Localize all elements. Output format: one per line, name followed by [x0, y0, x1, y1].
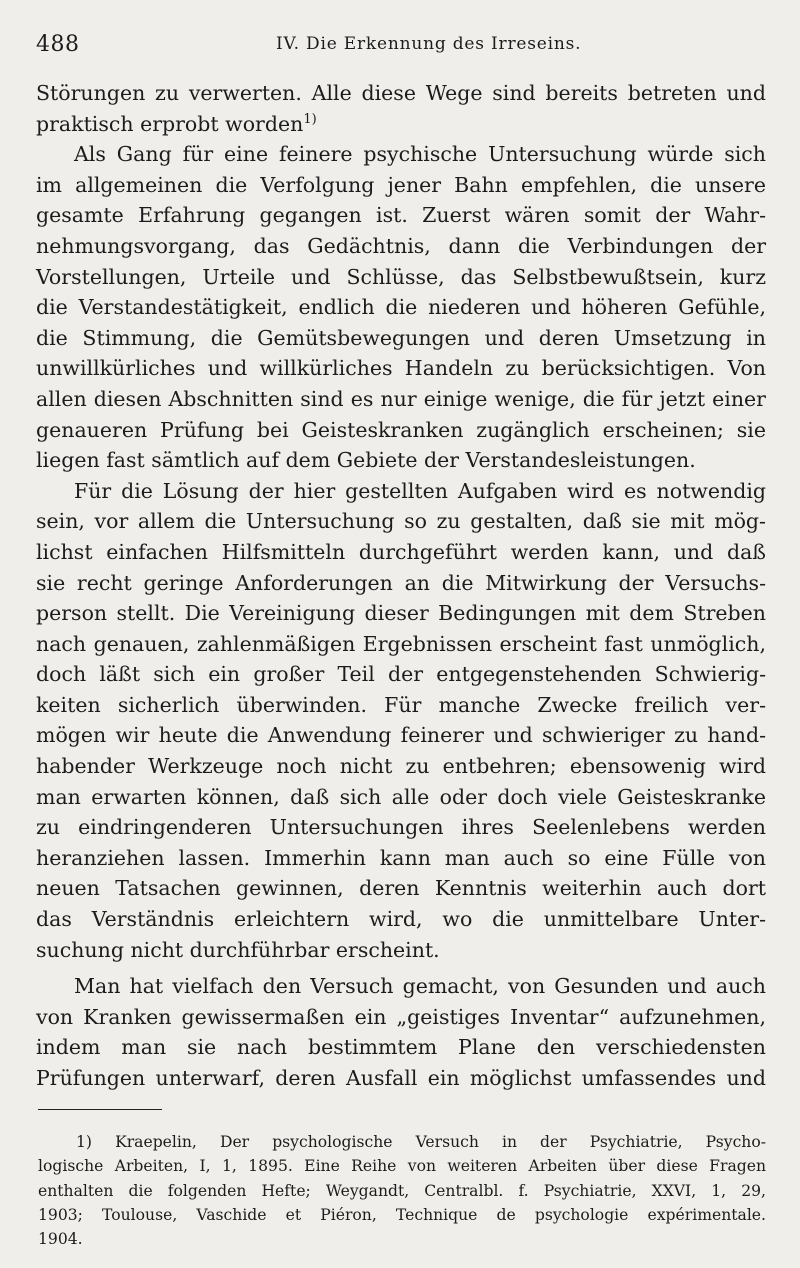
- text-line: gesamte Erfahrung gegangen ist. Zuerst wären somit der Wahr-: [36, 203, 766, 228]
- footnote-number: 1): [303, 111, 317, 127]
- text-line: im allgemeinen die Verfolgung jener Bahn empfehlen, die unsere: [36, 172, 766, 197]
- text-line: habender Werkzeuge noch nicht zu entbehren; ebensowenig wird: [36, 754, 766, 779]
- text-line: mögen wir heute die Anwendung feinerer und schwieriger zu hand-: [36, 723, 766, 748]
- text-line: genaueren Prüfung bei Geisteskranken zugänglich erscheinen; sie: [36, 417, 766, 442]
- footnote-line: 1) Kraepelin, Der psychologische Versuch in der Psychiatrie, Psycho-: [76, 1133, 766, 1151]
- text-line: von Kranken gewissermaßen ein „geistiges Inventar“ aufzunehmen,: [36, 1004, 766, 1029]
- text-line-content: praktisch erprobt worden: [36, 111, 304, 136]
- text-line: nach genauen, zahlenmäßigen Ergebnissen erscheint fast unmöglich,: [36, 631, 766, 656]
- text-line: lichst einfachen Hilfsmitteln durchgeführt werden kann, und daß: [36, 539, 766, 564]
- text-line: die Stimmung, die Gemütsbewegungen und deren Umsetzung in: [36, 325, 766, 350]
- text-line: neuen Tatsachen gewinnen, deren Kenntnis weiterhin auch dort: [36, 876, 766, 901]
- footnote-line: logische Arbeiten, I, 1, 1895. Eine Reihe von weiteren Arbeiten über diese Fragen: [38, 1157, 766, 1176]
- text-line: Störungen zu verwerten. Alle diese Wege sind bereits betreten und: [36, 81, 766, 105]
- paragraph-start-line: Man hat vielfach den Versuch gemacht, von Gesunden und auch: [74, 974, 766, 999]
- text-line: Prüfungen unterwarf, deren Ausfall ein möglichst umfassendes und: [36, 1066, 766, 1090]
- text-line: doch läßt sich ein großer Teil der entgegenstehenden Schwierig-: [36, 662, 766, 687]
- text-line: [36, 109, 766, 140]
- text-line: sein, vor allem die Untersuchung so zu gestalten, daß sie mit mög-: [36, 509, 766, 534]
- text-line: unwillkürliches und willkürliches Handeln zu berücksichtigen. Von: [36, 356, 766, 381]
- text-line: das Verständnis erleichtern wird, wo die unmittelbare Unter-: [36, 907, 766, 932]
- text-line: die Verstandestätigkeit, endlich die niederen und höheren Gefühle,: [36, 295, 766, 320]
- footnote-line: enthalten die folgenden Hefte; Weygandt, Centralbl. f. Psychiatrie, XXVI, 1, 29,: [38, 1181, 766, 1200]
- footnote-divider: [38, 1109, 162, 1110]
- text-line: Vorstellungen, Urteile und Schlüsse, das Selbstbewußtsein, kurz: [36, 264, 766, 289]
- text-line: allen diesen Abschnitten sind es nur einige wenige, die für jetzt einer: [36, 386, 766, 411]
- text-line: sie recht geringe Anforderungen an die Mitwirkung der Versuchs-: [36, 570, 766, 595]
- footnote-line: 1904.: [38, 1230, 83, 1249]
- text-line: person stellt. Die Vereinigung dieser Bedingungen mit dem Streben: [36, 601, 766, 626]
- text-line: zu eindringenderen Untersuchungen ihres Seelenlebens werden: [36, 815, 766, 840]
- text-line: indem man sie nach bestimmtem Plane den verschiedensten: [36, 1035, 766, 1060]
- paragraph-start-line: Als Gang für eine feinere psychische Untersuchung würde sich: [74, 142, 766, 167]
- footnotes: [38, 1130, 766, 1251]
- body-text: [36, 78, 766, 1094]
- text-line: man erwarten können, daß sich alle oder doch viele Geisteskranke: [36, 784, 766, 809]
- page-header: [36, 26, 760, 60]
- paragraph-start-line: Für die Lösung der hier gestellten Aufgaben wird es notwendig: [74, 478, 766, 503]
- footnote-line: 1903; Toulouse, Vaschide et Piéron, Technique de psychologie expérimentale.: [38, 1205, 766, 1224]
- text-line: suchung nicht durchführbar erscheint.: [36, 937, 440, 962]
- text-line: liegen fast sämtlich auf dem Gebiete der Verstandesleistungen.: [36, 448, 696, 473]
- text-line: keiten sicherlich überwinden. Für manche Zwecke freilich ver-: [36, 692, 766, 717]
- running-title: IV. Die Erkennung des Irreseins.: [276, 34, 582, 54]
- footnote-reference: [303, 112, 316, 127]
- text-line: nehmungsvorgang, das Gedächtnis, dann die Verbindungen der: [36, 233, 766, 258]
- text-line: heranziehen lassen. Immerhin kann man auch so eine Fülle von: [36, 845, 766, 870]
- page-number: 488: [36, 32, 80, 57]
